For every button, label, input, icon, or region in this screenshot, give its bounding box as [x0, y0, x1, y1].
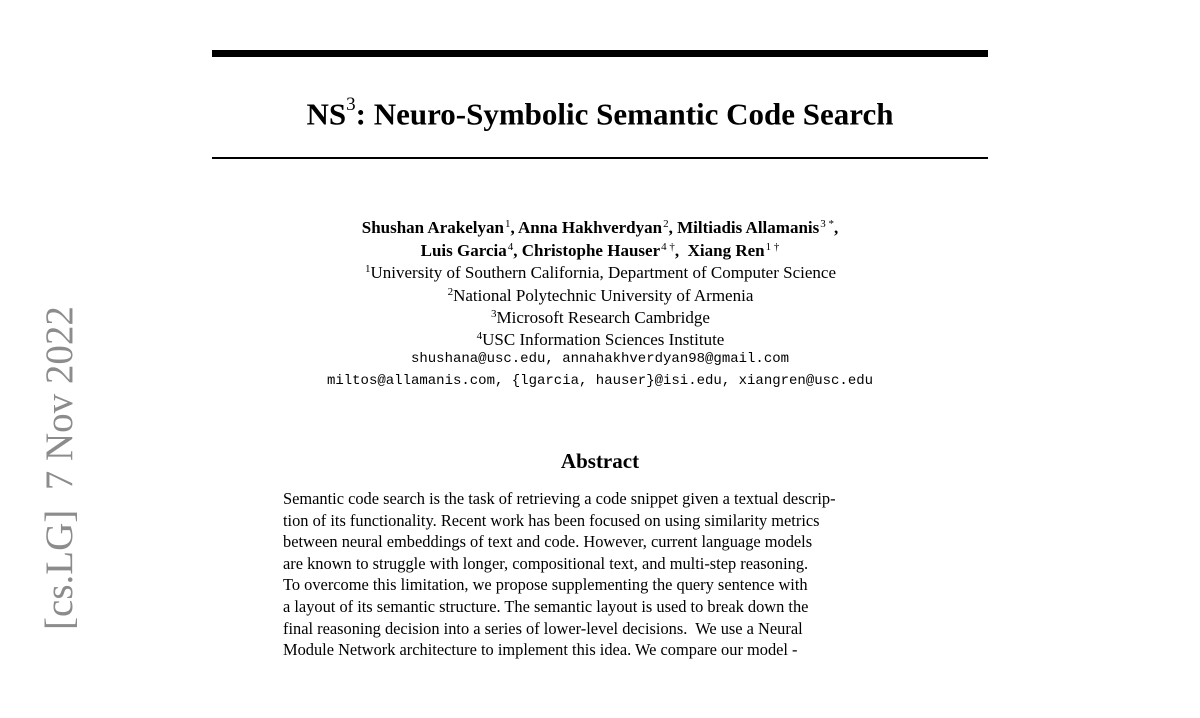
author-name: Anna Hakhverdyan: [518, 218, 663, 237]
author-separator: ,: [510, 218, 518, 237]
affiliation-text: USC Information Sciences Institute: [482, 330, 725, 349]
author-affiliation-mark: 1 †: [765, 241, 780, 253]
author-separator: ,: [668, 218, 678, 237]
affiliation-text: Microsoft Research Cambridge: [496, 308, 710, 327]
affiliation-mark: 1: [365, 263, 371, 275]
author-separator: ,: [834, 218, 839, 237]
title-prefix: NS: [306, 96, 347, 132]
abstract-line: between neural embeddings of text and code. However, current language models: [283, 532, 813, 552]
abstract-body: [283, 488, 923, 661]
author-affiliation-mark: 2: [663, 218, 669, 230]
abstract-line: Module Network architecture to implement this idea. We compare our model -: [283, 640, 798, 660]
title-bottom-rule: [212, 157, 988, 159]
arxiv-side-stamp: [cs.LG] 7 Nov 2022: [38, 306, 81, 630]
author-separator: ,: [513, 241, 522, 260]
author-affiliation-mark: 4: [507, 241, 514, 253]
affiliation-text: University of Southern California, Department of Computer Science: [370, 263, 836, 282]
author-name: Shushan Arakelyan: [361, 218, 504, 237]
abstract-heading: Abstract: [560, 449, 640, 473]
author-affiliation-mark: 1: [504, 218, 511, 230]
abstract-line: are known to struggle with longer, compositional text, and multi-step reasoning.: [283, 553, 809, 573]
abstract-line: Semantic code search is the task of retrieving a code snippet given a textual descrip-: [283, 489, 836, 508]
author-affiliation-mark: 4 †: [661, 241, 675, 253]
abstract-line: a layout of its semantic structure. The semantic layout is used to break down the: [283, 596, 809, 616]
abstract-line: tion of its functionality. Recent work has been focused on using similarity metrics: [283, 510, 820, 530]
author-name: Christophe Hauser: [521, 241, 661, 260]
author-affiliation-mark: 3 *: [820, 218, 834, 230]
title-superscript: 3: [346, 94, 356, 115]
title-top-rule: [212, 50, 988, 57]
author-name: Xiang Ren: [687, 241, 765, 260]
title-rest: : Neuro-Symbolic Semantic Code Search: [355, 96, 894, 132]
affiliation-text: National Polytechnic University of Armenia: [453, 286, 754, 305]
author-name: Miltiadis Allamanis: [677, 218, 820, 237]
email-line-1: shushana@usc.edu, annahakhverdyan98@gmail.com: [410, 351, 790, 367]
abstract-line: To overcome this limitation, we propose supplementing the query sentence with: [283, 575, 808, 595]
author-name: Luis Garcia: [420, 241, 507, 260]
abstract-line: final reasoning decision into a series of lower-level decisions. We use a Neural: [283, 618, 803, 638]
email-line-2: miltos@allamanis.com, {lgarcia, hauser}@isi.edu, xiangren@usc.edu: [326, 373, 874, 389]
affiliation-mark: 3: [491, 308, 497, 320]
affiliation-mark: 2: [447, 286, 454, 298]
affiliation-mark: 4: [476, 330, 483, 342]
author-separator: ,: [674, 241, 688, 260]
paper-title: [212, 88, 988, 134]
